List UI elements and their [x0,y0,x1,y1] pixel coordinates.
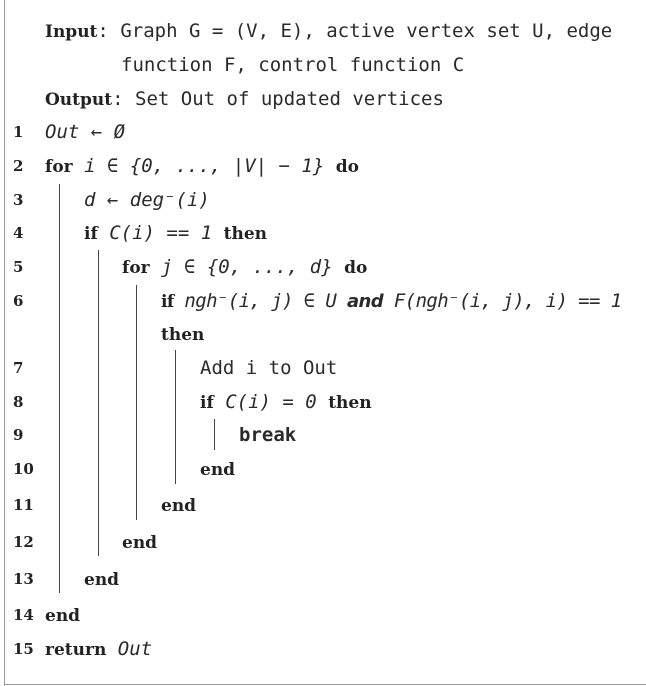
keyword-end: end [122,533,158,553]
output-row [0,82,646,116]
algorithm-line-9 [0,418,646,452]
keyword-do: do [335,157,359,177]
line-content: C(i) = 0 [225,391,317,413]
line-content: d ← deg⁻(i) [84,189,210,211]
keyword-then: then [328,393,372,413]
line-number: 15 [13,640,34,658]
frame-bottom-border [4,684,646,685]
line-number: 12 [13,533,34,551]
algorithm-line-6 [0,284,646,318]
line-content: Out ← Ø [45,121,126,143]
keyword-if: if [161,292,174,312]
algorithm-line-12 [0,525,646,559]
line-number: 14 [13,606,34,624]
algorithm-line-7 [0,351,646,385]
output-colon: : [112,88,124,110]
line-number: 7 [13,359,24,377]
keyword-if: if [84,224,98,244]
output-label: Output [45,90,113,110]
line-content: Add i to Out [200,357,338,379]
algorithm-line-13 [0,562,646,596]
algorithm-line-5 [0,250,646,284]
output-text: Set Out of updated vertices [135,88,444,110]
line-content: Out [117,638,153,660]
block-bar-if-inner [175,350,176,484]
algorithm-line-1 [0,115,646,149]
line-number: 1 [13,123,24,141]
block-bar-for-outer [59,184,60,593]
keyword-break: break [239,424,297,446]
block-bar-if-break [214,419,215,450]
keyword-end: end [161,496,197,516]
algorithm-line-10 [0,452,646,486]
keyword-end: end [45,606,81,626]
line-number: 13 [13,570,34,588]
line-number: 5 [13,258,24,276]
keyword-return: return [45,640,107,660]
algorithm-line-2 [0,149,646,183]
block-bar-if-outer [98,250,99,556]
algorithm-line-8 [0,385,646,419]
line-number: 4 [13,224,24,242]
algorithm-line-6-continued [0,317,646,351]
keyword-and: and [347,291,384,312]
keyword-do: do [344,258,368,278]
keyword-then: then [223,224,268,244]
line-content-condition-b: F(ngh⁻(i, j), i) == 1 [393,290,622,312]
block-bar-for-inner [136,285,137,520]
keyword-if: if [200,393,214,413]
keyword-then: then [161,325,205,345]
keyword-for: for [122,258,150,278]
algorithm-line-11 [0,488,646,522]
line-content: j ∈ {0, ..., d} [161,256,333,278]
input-row-continued [0,48,646,82]
line-content-condition-a: ngh⁻(i, j) ∈ U [184,290,337,312]
input-label: Input [45,22,98,42]
algorithm-line-15 [0,632,646,666]
line-number: 2 [13,157,24,175]
keyword-end: end [200,460,236,480]
input-row [0,14,646,48]
keyword-end: end [84,570,120,590]
line-number: 9 [13,426,24,444]
input-colon: : [97,20,109,42]
keyword-for: for [45,157,73,177]
input-text-line2: function F, control function C [121,54,465,76]
algorithm-line-3 [0,183,646,217]
line-number: 6 [13,292,24,310]
line-number: 8 [13,393,24,411]
line-number: 3 [13,191,24,209]
line-content: C(i) == 1 [109,222,213,244]
algorithm-line-14 [0,598,646,632]
algorithm-line-4 [0,216,646,250]
input-text-line1: Graph G = (V, E), active vertex set U, edge [120,20,613,42]
line-content: i ∈ {0, ..., |V| − 1} [84,155,325,177]
line-number: 11 [13,496,34,514]
line-number: 10 [13,460,34,478]
